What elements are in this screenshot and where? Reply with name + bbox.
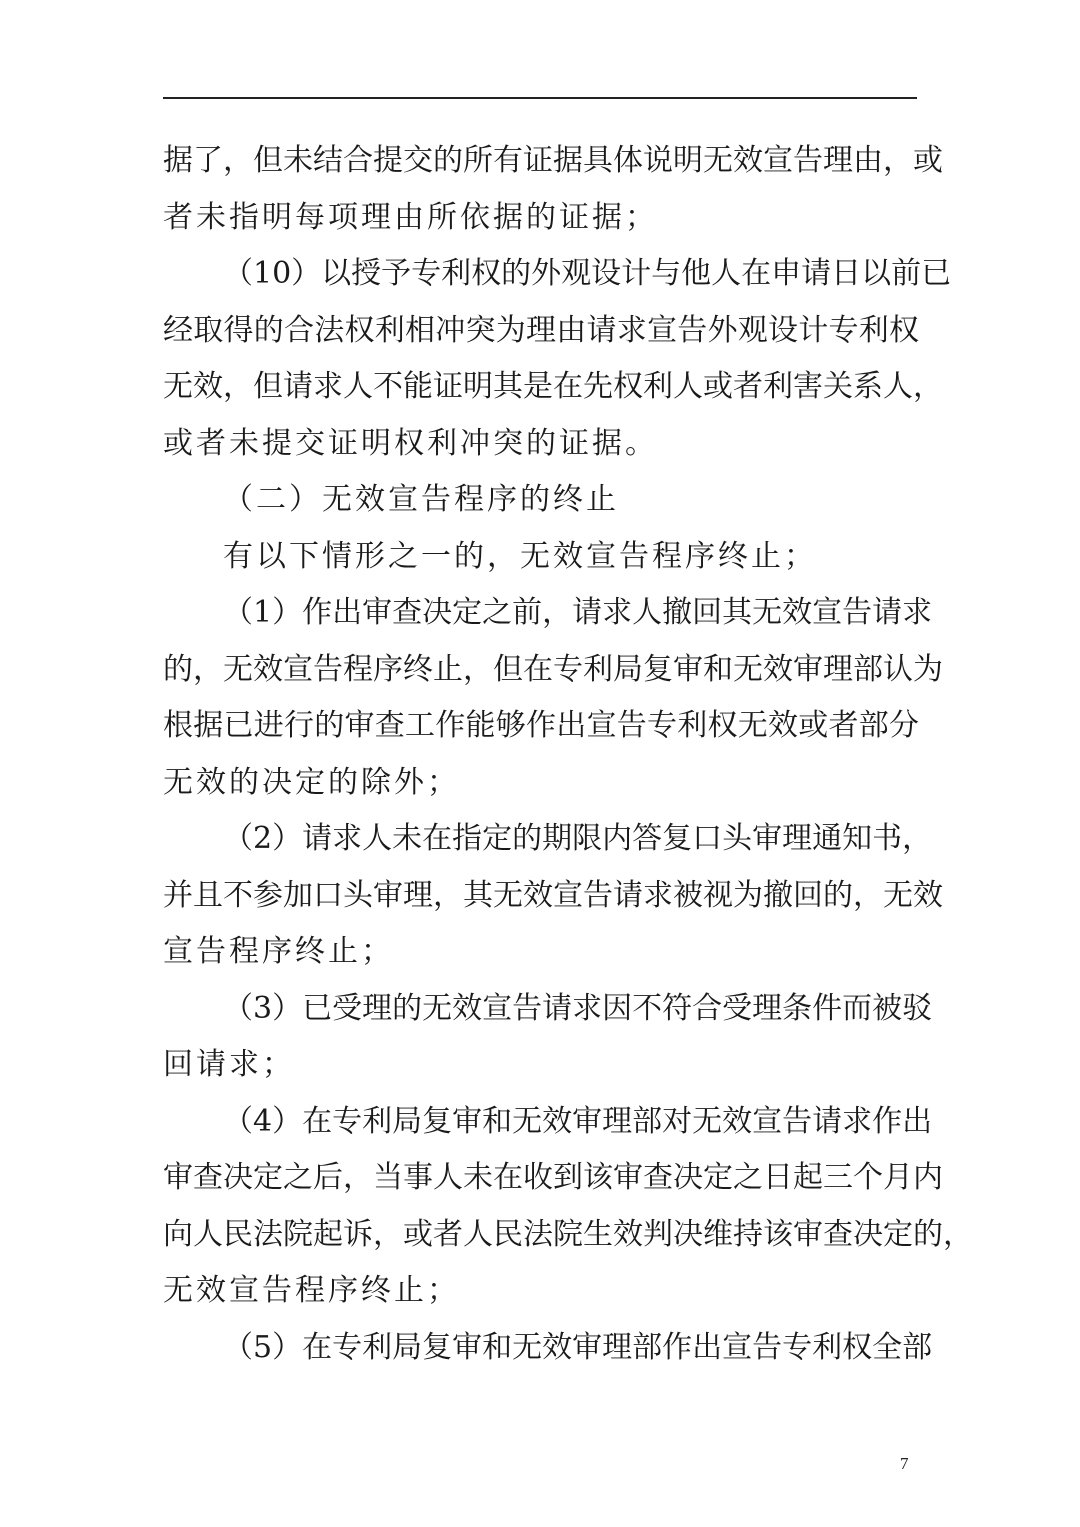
text-line: （10）以授予专利权的外观设计与他人在申请日以前已 [223,256,952,291]
text-line: 根据已进行的审查工作能够作出宣告专利权无效或者部分 [163,708,919,743]
text-line: 回请求； [163,1047,295,1082]
text-line: （2）请求人未在指定的期限内答复口头审理通知书， [223,821,933,856]
text-line: （5）在专利局复审和无效审理部作出宣告专利权全部 [223,1329,933,1365]
text-line: （3）已受理的无效宣告请求因不符合受理条件而被驳 [223,990,933,1026]
text-line: （4）在专利局复审和无效审理部对无效宣告请求作出 [223,1103,933,1139]
text-line: 无效的决定的除外； [163,764,460,800]
page-number: 7 [900,1454,909,1473]
document-body [163,133,973,1376]
text-line: 无效宣告程序终止； [163,1273,460,1308]
text-line: 或者未提交证明权利冲突的证据。 [163,425,658,461]
text-line: 宣告程序终止； [163,934,394,969]
text-line: 者未指明每项理由所依据的证据； [163,199,658,235]
text-line: 无效，但请求人不能证明其是在先权利人或者利害关系人， [163,369,943,404]
text-line: 有以下情形之一的，无效宣告程序终止； [223,538,817,574]
text-line: 的，无效宣告程序终止，但在专利局复审和无效审理部认为 [163,651,943,687]
text-line: 经取得的合法权利相冲突为理由请求宣告外观设计专利权 [163,312,919,348]
text-line: 审查决定之后，当事人未在收到该审查决定之日起三个月内 [163,1160,943,1195]
text-line: 向人民法院起诉，或者人民法院生效判决维持该审查决定的， [163,1216,973,1252]
header-rule [163,97,917,99]
text-line: （二）无效宣告程序的终止 [223,482,619,517]
text-line: （1）作出审查决定之前，请求人撤回其无效宣告请求 [223,595,933,630]
text-line: 据了，但未结合提交的所有证据具体说明无效宣告理由，或 [163,143,943,178]
text-line: 并且不参加口头审理，其无效宣告请求被视为撤回的，无效 [163,877,943,913]
